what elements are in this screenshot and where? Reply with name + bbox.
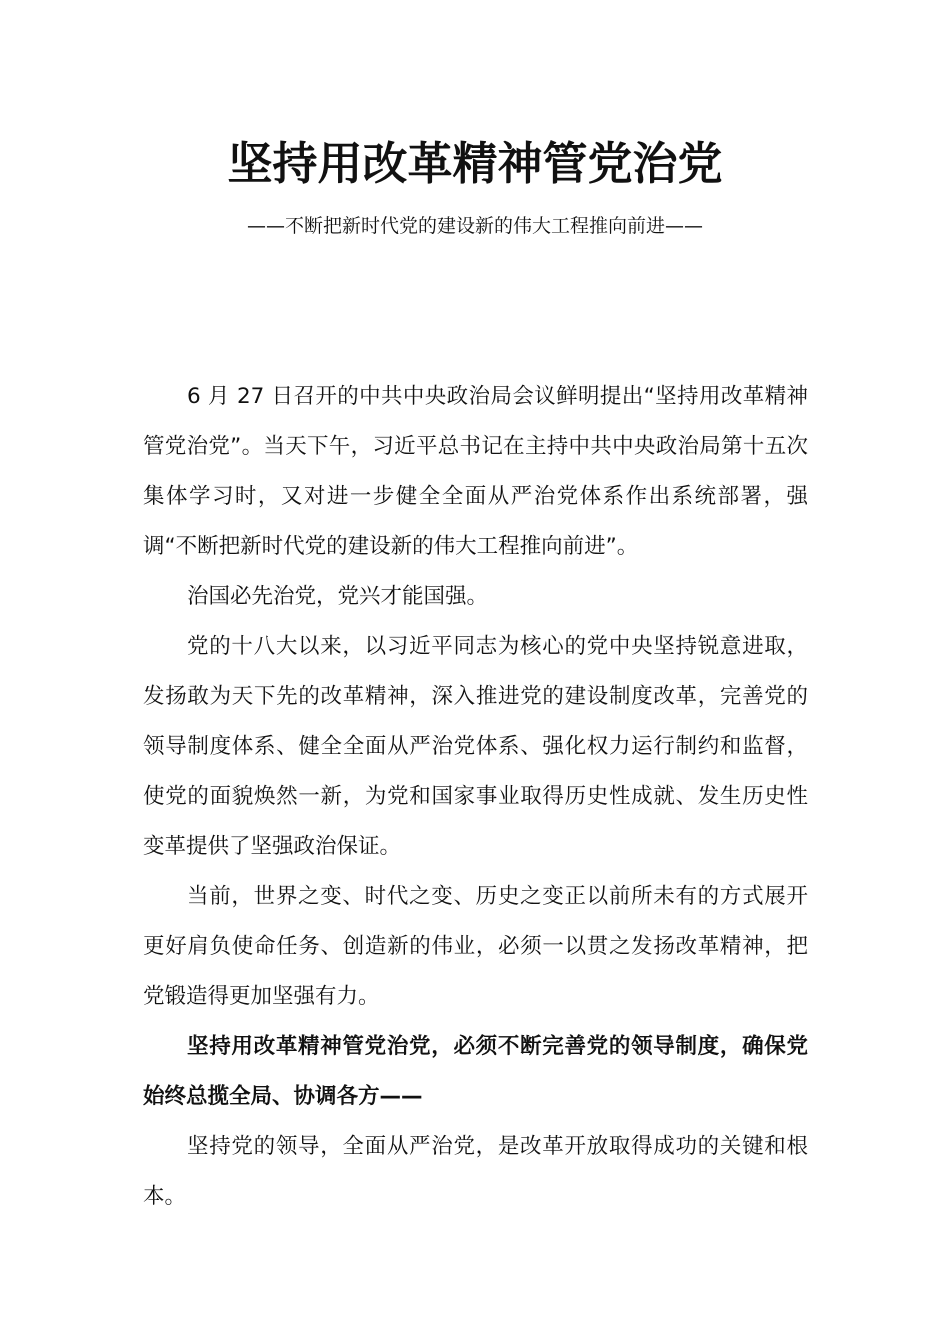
document-title: 坚持用改革精神管党治党	[227, 137, 723, 190]
paragraph-5-emphasis: 坚持用改革精神管党治党，必须不断完善党的领导制度，确保党始终总揽全局、协调各方——	[143, 1034, 808, 1109]
paragraph-4: 当前，世界之变、时代之变、历史之变正以前所未有的方式展开更好肩负使命任务、创造新的伟业，必须一以贯之发扬改革精神，把党锻造得更加坚强有力。	[143, 884, 808, 1009]
document-subtitle: ——不断把新时代党的建设新的伟大工程推向前进——	[246, 215, 703, 237]
paragraph-3: 党的十八大以来，以习近平同志为核心的党中央坚持锐意进取，发扬敢为天下先的改革精神，深入推进党的建设制度改革，完善党的领导制度体系、健全全面从严治党体系、强化权力运行制约和监督，使党的面貌焕然一新，为党和国家事业取得历史性成就、发生历史性变革提供了坚强政治保证。	[143, 634, 808, 859]
paragraph-1: 6 月 27 日召开的中共中央政治局会议鲜明提出“坚持用改革精神管党治党”。当天下午，习近平总书记在主持中共中央政治局第十五次集体学习时，又对进一步健全全面从严治党体系作出系统部署，强调“不断把新时代党的建设新的伟大工程推向前进”。	[143, 384, 808, 559]
article-body	[143, 372, 808, 1222]
paragraph-2: 治国必先治党，党兴才能国强。	[187, 584, 489, 609]
paragraph-6: 坚持党的领导，全面从严治党，是改革开放取得成功的关键和根本。	[143, 1134, 808, 1209]
